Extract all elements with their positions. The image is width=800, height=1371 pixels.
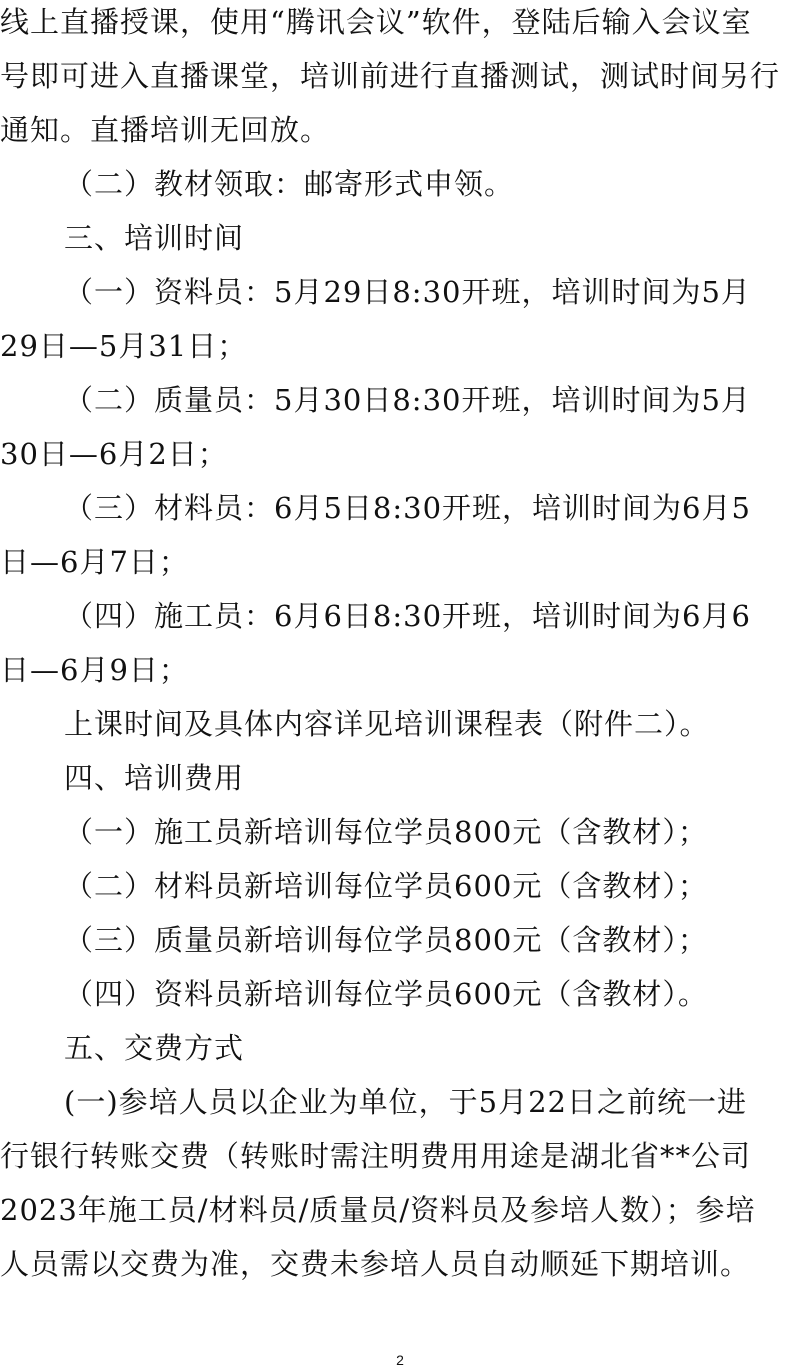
- section-heading-training-time: 三、培训时间: [64, 221, 245, 255]
- paragraph-3-line-1: 29日—5月31日；: [0, 329, 248, 363]
- paragraph-14-line-2: 2023年施工员/材料员/质量员/资料员及参培人数）；参培: [0, 1193, 756, 1227]
- paragraph-0-line-0: 线上直播授课，使用“腾讯会议”软件，登陆后输入会议室: [0, 5, 752, 39]
- paragraph-4-line-1: 30日—6月2日；: [0, 437, 228, 471]
- paragraph-6-line-0: （四）施工员：6月6日8:30开班，培训时间为6月6: [64, 599, 751, 633]
- section-heading-payment-method: 五、交费方式: [64, 1031, 245, 1065]
- paragraph-0-line-2: 通知。直播培训无回放。: [0, 113, 331, 147]
- fee-item-materials: （二）材料员新培训每位学员600元（含教材）；: [64, 869, 708, 903]
- paragraph-5-line-0: （三）材料员：6月5日8:30开班，培训时间为6月5: [64, 491, 751, 525]
- fee-item-construction: （一）施工员新培训每位学员800元（含教材）；: [64, 815, 708, 849]
- paragraph-7-line-0: 上课时间及具体内容详见培训课程表（附件二）。: [64, 707, 710, 741]
- paragraph-14-line-0: (一)参培人员以企业为单位，于5月22日之前统一进: [64, 1085, 747, 1119]
- paragraph-5-line-1: 日—6月7日；: [0, 545, 189, 579]
- paragraph-1-line-0: （二）教材领取：邮寄形式申领。: [64, 167, 515, 201]
- section-heading-training-fees: 四、培训费用: [64, 761, 245, 795]
- paragraph-3-line-0: （一）资料员：5月29日8:30开班，培训时间为5月: [64, 275, 751, 309]
- fee-item-quality: （三）质量员新培训每位学员800元（含教材）；: [64, 923, 708, 957]
- page-number: 2: [396, 1352, 404, 1368]
- fee-item-records: （四）资料员新培训每位学员600元（含教材）。: [64, 977, 708, 1011]
- paragraph-14-line-3: 人员需以交费为准，交费未参培人员自动顺延下期培训。: [0, 1247, 751, 1281]
- paragraph-0-line-1: 号即可进入直播课堂，培训前进行直播测试，测试时间另行: [0, 59, 781, 93]
- paragraph-4-line-0: （二）质量员：5月30日8:30开班，培训时间为5月: [64, 383, 751, 417]
- paragraph-14-line-1: 行银行转账交费（转账时需注明费用用途是湖北省**公司: [0, 1139, 752, 1173]
- paragraph-6-line-1: 日—6月9日；: [0, 653, 189, 687]
